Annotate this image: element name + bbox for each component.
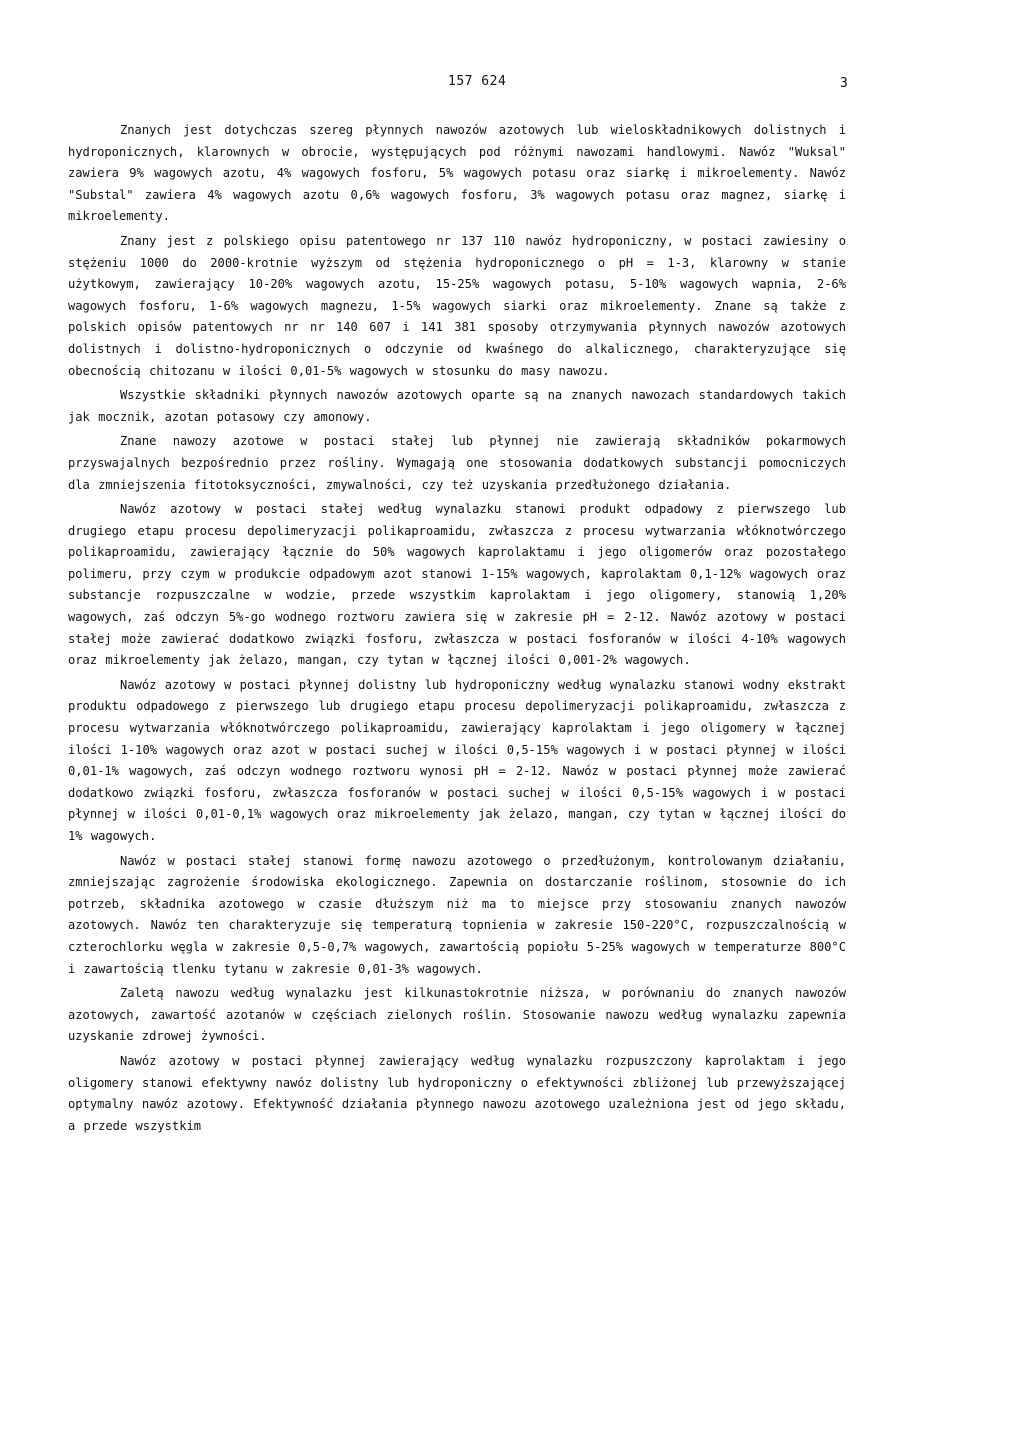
paragraph-advantage: Zaletą nawozu według wynalazku jest kilkunastokrotnie niższa, w porównaniu do znanych nawozów azotowych, zawartość azotanów w częściach zielonych roślin. Stosowanie nawozu według wynalazku zapewnia uzyskanie zdrowej żywności. <box>68 986 846 1044</box>
body-text <box>68 120 846 1140</box>
paragraph-known-liquid-fertilizers: Znanych jest dotychczas szereg płynnych nawozów azotowych lub wieloskładnikowych dolistnych i hydroponicznych, klarownych w obrocie, występujących pod różnymi nawozami handlowymi. Nawóz "Wuksal" zawiera 9% wagowych azotu, 4% wagowych fosforu, 5% wagowych potasu oraz siarkę i mikroelementy. Nawóz "Substal" zawiera 4% wagowych azotu 0,6% wagowych fosforu, 3% wagowych potasu oraz magnez, siarkę i mikroelementy. <box>68 123 846 224</box>
paragraph-liquid-efficiency: Nawóz azotowy w postaci płynnej zawierający według wynalazku rozpuszczony kaprolaktam i jego oligomery stanowi efektywny nawóz dolistny lub hydroponiczny o efektywności zbliżonej lub przewyższającej optymalny nawóz azotowy. Efektywność działania płynnego nawozu azotowego uzależniona jest od jego składu, a przede wszystkim <box>68 1053 846 1133</box>
paragraph-standard-components: Wszystkie składniki płynnych nawozów azotowych oparte są na znanych nawozach standardowych takich jak mocznik, azotan potasowy czy amonowy. <box>68 388 846 424</box>
page-number: 3 <box>840 76 848 91</box>
paragraph-liquid-fertilizer: Nawóz azotowy w postaci płynnej dolistny lub hydroponiczny według wynalazku stanowi wodny ekstrakt produktu odpadowego z pierwszego lub drugiego etapu procesu depolimeryzacji polikaproamidu, zwłaszcza z procesu wytwarzania włóknotwórczego polikaproamidu, zawierający kaprolaktam i jego oligomery w łącznej ilości 1-10% wagowych oraz azot w postaci suchej w ilości 0,5-15% wagowych i w postaci płynnej w ilości 0,01-1% wagowych, zaś odczyn wodnego roztworu wynosi pH = 2-12. Nawóz w postaci płynnej może zawierać dodatkowo związki fosforu, zwłaszcza fosforanów w postaci suchej w ilości 0,5-15% wagowych i w postaci płynnej w ilości 0,01-0,1% wagowych oraz mikroelementy jak żelazo, mangan, czy tytan w łącznej ilości do 1% wagowych. <box>68 677 846 843</box>
paragraph-prior-patents: Znany jest z polskiego opisu patentowego nr 137 110 nawóz hydroponiczny, w postaci zawiesiny o stężeniu 1000 do 2000-krotnie wyższym od stężenia hydroponicznego o pH = 1-3, klarowny w stanie użytkowym, zawierający 10-20% wagowych azotu, 15-25% wagowych potasu, 5-10% wagowych wapnia, 2-6% wagowych fosforu, 1-6% wagowych magnezu, 1-5% wagowych siarki oraz mikroelementy. Znane są także z polskich opisów patentowych nr nr 140 607 i 141 381 sposoby otrzymywania płynnych nawozów azotowych dolistnych i dolistno-hydroponicznych o odczynie od kwaśnego do alkalicznego, charakteryzujące się obecnością chitozanu w ilości 0,01-5% wagowych w stosunku do masy nawozu. <box>68 233 846 378</box>
paragraph-known-disadvantages: Znane nawozy azotowe w postaci stałej lub płynnej nie zawierają składników pokarmowych przyswajalnych bezpośrednio przez rośliny. Wymagają one stosowania dodatkowych substancji pomocniczych dla zmniejszenia fitotoksyczności, zmywalności, czy też uzyskania przedłużonego działania. <box>68 434 846 492</box>
paragraph-solid-fertilizer: Nawóz azotowy w postaci stałej według wynalazku stanowi produkt odpadowy z pierwszego lub drugiego etapu procesu depolimeryzacji polikaproamidu, zwłaszcza z procesu wytwarzania włóknotwórczego polikaproamidu, zawierający łącznie do 50% wagowych kaprolaktamu i jego oligomerów oraz pozostałego polimeru, przy czym w produkcie odpadowym azot stanowi 1-15% wagowych, kaprolaktam 0,1-12% wagowych oraz substancje rozpuszczalne w wodzie, przede wszystkim kaprolaktam i jego oligomery, stanowią 1,20% wagowych, zaś odczyn 5%-go wodnego roztworu zawiera się w zakresie pH = 2-12. Nawóz azotowy w postaci stałej może zawierać dodatkowo związki fosforu, zwłaszcza w postaci fosforanów w ilości 4-10% wagowych oraz mikroelementy jak żelazo, mangan, czy tytan w łącznej ilości 0,001-2% wagowych. <box>68 502 846 668</box>
paragraph-solid-properties: Nawóz w postaci stałej stanowi formę nawozu azotowego o przedłużonym, kontrolowanym działaniu, zmniejszając zagrożenie środowiska ekologicznego. Zapewnia on dostarczanie roślinom, stosownie do ich potrzeb, składnika azotowego w czasie dłuższym niż ma to miejsce przy stosowaniu znanych nawozów azotowych. Nawóz ten charakteryzuje się temperaturą topnienia w zakresie 150-220°C, rozpuszczalnością w czterochlorku węgla w zakresie 0,5-0,7% wagowych, zawartością popiołu 5-25% wagowych w temperaturze 800°C i zawartością tlenku tytanu w zakresie 0,01-3% wagowych. <box>68 853 846 976</box>
patent-number: 157 624 <box>448 74 507 89</box>
